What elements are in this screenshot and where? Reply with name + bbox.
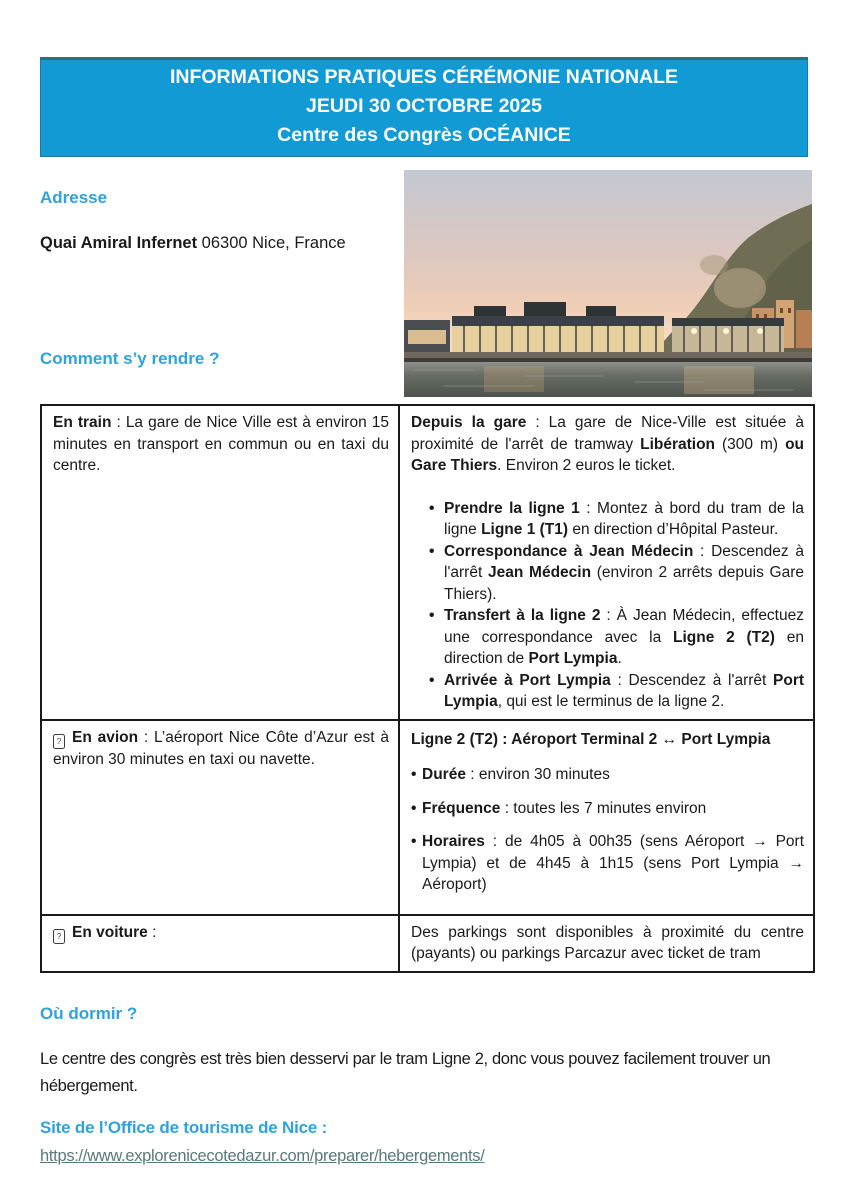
venue-photo (404, 170, 812, 397)
line2-title: Ligne 2 (T2) : Aéroport Terminal 2 ↔ Port Lympia (411, 730, 771, 748)
missing-glyph-icon: ? (53, 929, 65, 944)
table-row-car (41, 915, 814, 972)
list-item: • Prendre la ligne 1 : Montez à bord du tram de la ligne Ligne 1 (T1) en direction d’Hôpital Pasteur. (427, 498, 804, 541)
list-item: • Durée : environ 30 minutes (411, 764, 804, 786)
title-banner (40, 57, 808, 157)
list-item: • Arrivée à Port Lympia : Descendez à l'arrêt Port Lympia, qui est le terminus de la ligne 2. (427, 670, 804, 713)
address-line: Quai Amiral Infernet 06300 Nice, France (40, 234, 346, 252)
list-item: • Horaires : de 4h05 à 00h35 (sens Aéroport → Port Lympia) et de 4h45 à 1h15 (sens Port Lympia → Aéroport) (411, 831, 804, 896)
directions-table (40, 404, 815, 973)
address-photo-row (40, 170, 812, 397)
from-station-cell (399, 405, 814, 720)
banner-line-1: INFORMATIONS PRATIQUES CÉRÉMONIE NATIONALE (169, 66, 679, 88)
table-row-plane (41, 720, 814, 915)
line2-facts-list (411, 764, 804, 896)
train-text: En train : La gare de Nice Ville est à environ 15 minutes en transport en commun ou en taxi du centre. (53, 414, 389, 474)
missing-glyph-icon: ? (53, 734, 65, 749)
train-cell (41, 405, 399, 720)
route-steps-list (427, 498, 804, 713)
tourism-office-link[interactable]: https://www.explorenicecotedazur.com/preparer/hebergements/ (40, 1146, 485, 1165)
car-text: ? En voiture : (53, 922, 389, 944)
car-cell (41, 915, 399, 972)
sleep-paragraph: Le centre des congrès est très bien desservi par le tram Ligne 2, donc vous pouvez facilement trouver un hébergement. (40, 1049, 771, 1095)
sleep-heading: Où dormir ? (40, 1003, 138, 1023)
plane-text: ? En avion : L’aéroport Nice Côte d’Azur est à environ 30 minutes en taxi ou navette. (53, 728, 389, 768)
table-row-train (41, 405, 814, 720)
plane-cell (41, 720, 399, 915)
directions-heading: Comment s’y rendre ? (40, 349, 220, 368)
address-heading: Adresse (40, 188, 108, 207)
from-station-intro: Depuis la gare : La gare de Nice-Ville est située à proximité de l'arrêt de tramway Libération (300 m) ou Gare Thiers. Environ 2 euros le ticket. (411, 414, 805, 474)
list-item: • Transfert à la ligne 2 : À Jean Médecin, effectuez une correspondance avec la Ligne 2 (T2) en direction de Port Lympia. (427, 605, 804, 670)
tram-line2-cell (399, 720, 814, 915)
parking-cell (399, 915, 814, 972)
parking-text: Des parkings sont disponibles à proximité du centre (payants) ou parkings Parcazur avec ticket de tram (411, 923, 804, 962)
banner-line-3: Centre des Congrès OCÉANICE (277, 124, 571, 146)
list-item: • Correspondance à Jean Médecin : Descendez à l'arrêt Jean Médecin (environ 2 arrêts depuis Gare Thiers). (427, 541, 804, 606)
address-column (40, 170, 390, 397)
banner-line-2: JEUDI 30 OCTOBRE 2025 (306, 95, 542, 117)
list-item: • Fréquence : toutes les 7 minutes environ (411, 798, 804, 820)
tourism-office-heading: Site de l’Office de tourisme de Nice : (40, 1117, 328, 1137)
